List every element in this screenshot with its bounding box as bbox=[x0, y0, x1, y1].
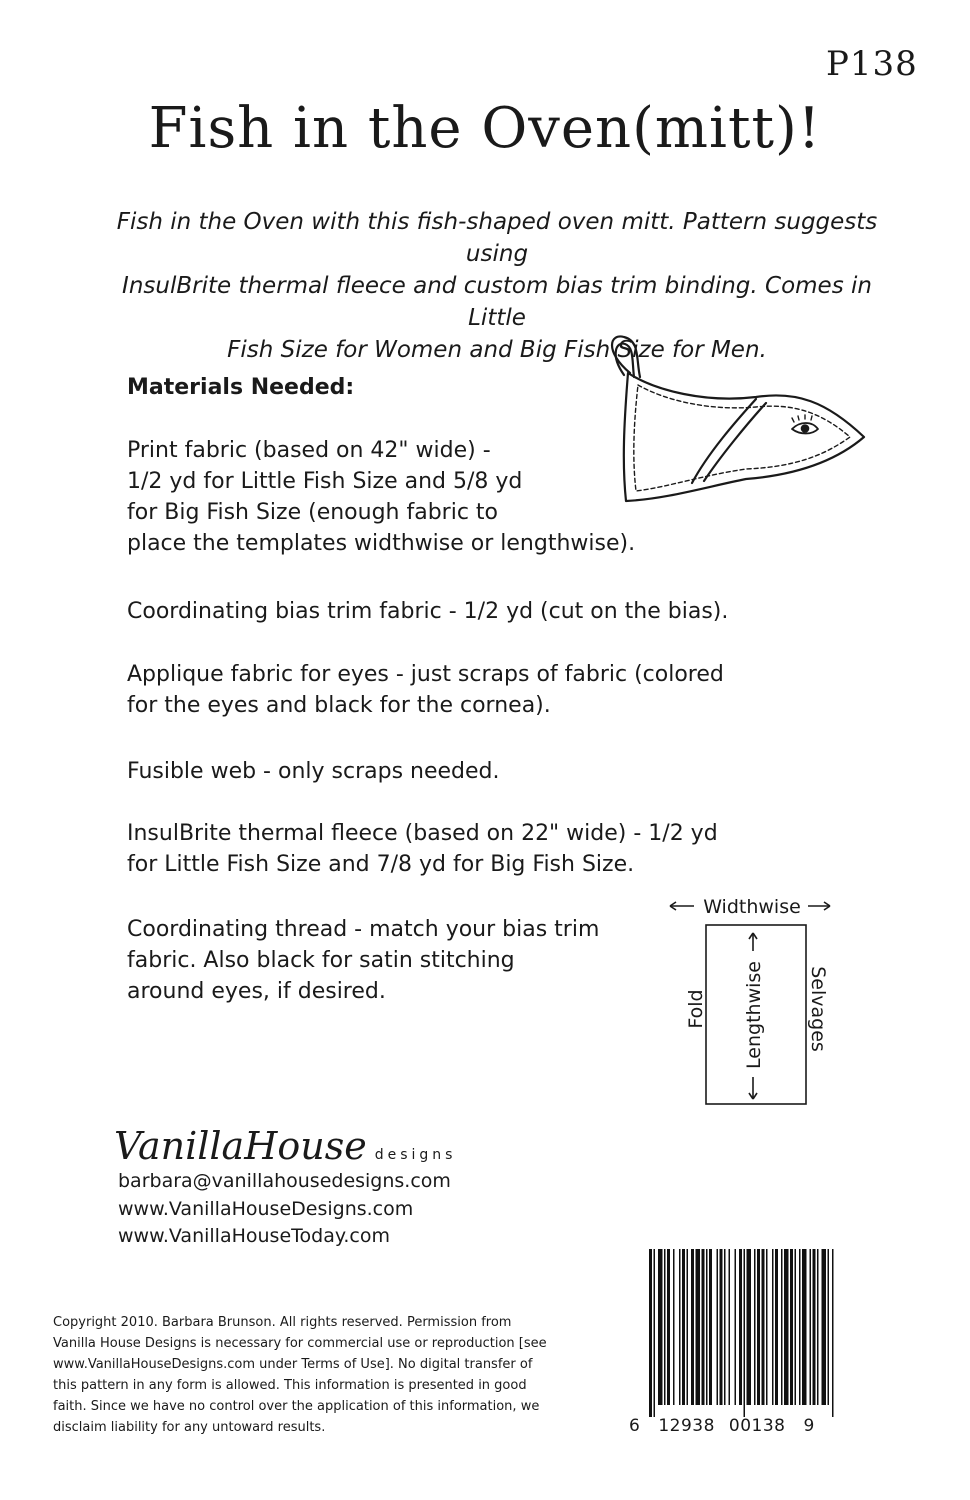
barcode-bar bbox=[795, 1249, 797, 1405]
material-item bbox=[127, 818, 718, 880]
barcode-bar bbox=[691, 1249, 694, 1405]
barcode-bar bbox=[735, 1249, 737, 1405]
barcode-bar bbox=[649, 1249, 652, 1417]
copyright-line: this pattern in any form is allowed. This information is presented in good bbox=[53, 1378, 527, 1393]
barcode-bar bbox=[729, 1249, 731, 1405]
brand-logo bbox=[114, 1124, 456, 1168]
material-item bbox=[127, 659, 724, 721]
contact-email[interactable]: barbara@vanillahousedesigns.com bbox=[118, 1170, 451, 1192]
logo-subtext: designs bbox=[374, 1147, 457, 1163]
material-item bbox=[127, 596, 728, 627]
barcode-bar bbox=[822, 1249, 827, 1405]
barcode-bar bbox=[682, 1249, 685, 1405]
page-title: Fish in the Oven(mitt)! bbox=[148, 96, 822, 161]
material-item bbox=[127, 435, 635, 559]
selvages-label: Selvages bbox=[807, 966, 829, 1052]
materials-heading: Materials Needed: bbox=[127, 375, 355, 400]
barcode-bar bbox=[739, 1249, 742, 1405]
barcode-bar bbox=[706, 1249, 708, 1405]
barcode-bar bbox=[667, 1249, 670, 1405]
copyright-line: www.VanillaHouseDesigns.com under Terms of Use]. No digital transfer of bbox=[53, 1357, 533, 1372]
barcode-bar bbox=[687, 1249, 689, 1405]
barcode-bar bbox=[702, 1249, 705, 1405]
fish-mitt-illustration bbox=[596, 333, 871, 513]
barcode-group-2: 00138 bbox=[728, 1416, 786, 1436]
barcode-bar bbox=[781, 1249, 783, 1405]
barcode-bar bbox=[757, 1249, 760, 1405]
description-line: Fish in the Oven with this fish-shaped oven mitt. Pattern suggests using bbox=[116, 209, 878, 267]
barcode-bar bbox=[762, 1249, 765, 1405]
copyright-line: disclaim liability for any untoward results. bbox=[53, 1420, 326, 1435]
barcode-bar bbox=[810, 1249, 812, 1405]
barcode-bar bbox=[654, 1249, 656, 1417]
barcode-bar bbox=[709, 1249, 712, 1405]
barcode-bar bbox=[664, 1249, 666, 1405]
material-line: around eyes, if desired. bbox=[127, 979, 386, 1004]
barcode-bar bbox=[828, 1249, 830, 1405]
barcode-bar bbox=[802, 1249, 807, 1405]
material-line: place the templates widthwise or lengthwise). bbox=[127, 531, 636, 556]
material-line: for the eyes and black for the cornea). bbox=[127, 693, 551, 718]
barcode-bar bbox=[724, 1249, 726, 1405]
barcode-bar bbox=[790, 1249, 793, 1405]
barcode-number bbox=[629, 1416, 815, 1436]
copyright-line: Vanilla House Designs is necessary for commercial use or reproduction [see bbox=[53, 1336, 547, 1351]
barcode bbox=[645, 1249, 885, 1419]
barcode-bar bbox=[784, 1249, 789, 1405]
material-item bbox=[127, 914, 599, 1007]
barcode-bar bbox=[766, 1249, 768, 1405]
material-line: Coordinating thread - match your bias trim bbox=[127, 917, 600, 942]
barcode-bar bbox=[772, 1249, 774, 1405]
barcode-bar bbox=[679, 1249, 681, 1405]
barcode-bar bbox=[717, 1249, 719, 1405]
copyright-notice bbox=[53, 1312, 573, 1438]
pattern-code: P138 bbox=[826, 44, 918, 84]
material-line: Fusible web - only scraps needed. bbox=[127, 759, 500, 784]
material-line: fabric. Also black for satin stitching bbox=[127, 948, 515, 973]
barcode-bar bbox=[817, 1249, 819, 1405]
material-item bbox=[127, 756, 500, 787]
fold-label: Fold bbox=[685, 989, 707, 1029]
barcode-bar bbox=[744, 1249, 746, 1417]
barcode-bar bbox=[832, 1249, 834, 1417]
barcode-bar bbox=[720, 1249, 723, 1405]
material-line: Coordinating bias trim fabric - 1/2 yd (cut on the bias). bbox=[127, 599, 729, 624]
barcode-bar bbox=[658, 1249, 663, 1405]
material-line: Print fabric (based on 42" wide) - bbox=[127, 438, 491, 463]
barcode-bar bbox=[799, 1249, 801, 1405]
description-line: InsulBrite thermal fleece and custom bias trim binding. Comes in Little bbox=[122, 273, 872, 331]
barcode-bar bbox=[775, 1249, 778, 1405]
widthwise-label: Widthwise bbox=[703, 896, 801, 918]
lengthwise-label: Lengthwise bbox=[743, 961, 765, 1069]
fabric-layout-diagram bbox=[664, 893, 844, 1113]
barcode-left-digit: 6 bbox=[629, 1416, 641, 1436]
logo-text: VanillaHouse bbox=[114, 1124, 367, 1168]
barcode-bar bbox=[747, 1249, 752, 1405]
contact-blog[interactable]: www.VanillaHouseToday.com bbox=[118, 1225, 391, 1247]
barcode-group-1: 12938 bbox=[658, 1416, 715, 1436]
material-line: Applique fabric for eyes - just scraps of fabric (colored bbox=[127, 662, 724, 687]
barcode-bar bbox=[754, 1249, 756, 1405]
barcode-bar bbox=[673, 1249, 675, 1405]
description-line: Fish Size for Women and Big Fish Size for Men. bbox=[227, 337, 767, 363]
material-line: InsulBrite thermal fleece (based on 22" wide) - 1/2 yd bbox=[127, 821, 718, 846]
copyright-line: Copyright 2010. Barbara Brunson. All rights reserved. Permission from bbox=[53, 1315, 512, 1330]
contact-website[interactable]: www.VanillaHouseDesigns.com bbox=[118, 1198, 414, 1220]
material-line: for Big Fish Size (enough fabric to bbox=[127, 500, 499, 525]
material-line: 1/2 yd for Little Fish Size and 5/8 yd bbox=[127, 469, 523, 494]
material-line: for Little Fish Size and 7/8 yd for Big Fish Size. bbox=[127, 852, 635, 877]
barcode-right-digit: 9 bbox=[803, 1416, 815, 1436]
copyright-line: faith. Since we have no control over the application of this information, we bbox=[53, 1399, 540, 1414]
barcode-bar bbox=[696, 1249, 701, 1405]
barcode-bar bbox=[813, 1249, 816, 1405]
